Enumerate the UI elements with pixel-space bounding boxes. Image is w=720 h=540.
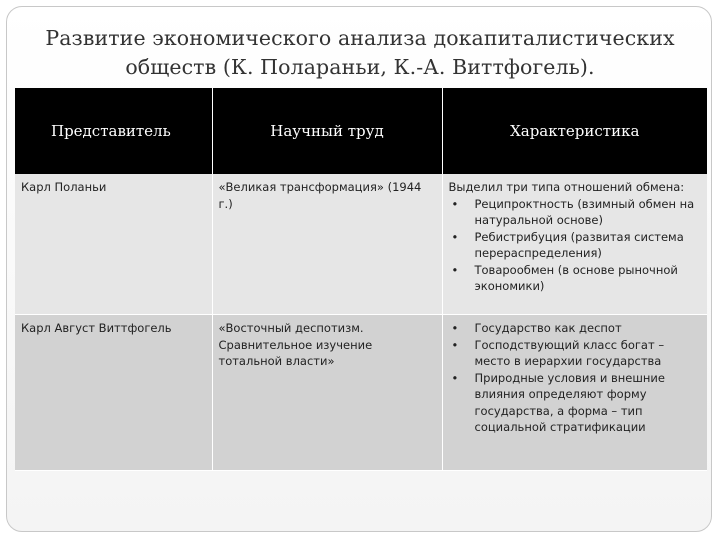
slide-title: [20, 24, 700, 82]
cell-person: Карл Август Виттфогель: [15, 315, 212, 471]
list-item: • Господствующий класс богат – место в иерархии государства: [449, 337, 704, 370]
title-line-2: обществ (К. Полараньи, К.-А. Виттфогель).: [125, 55, 595, 79]
cell-person: Карл Поланьи: [15, 174, 212, 315]
cell-characteristic: [442, 174, 707, 315]
characteristic-list: [449, 196, 704, 295]
characteristic-list: [449, 320, 704, 436]
cell-characteristic: [442, 315, 707, 471]
table-row: [15, 174, 707, 315]
table-row: [15, 315, 707, 471]
header-representative: Представитель: [15, 88, 212, 174]
cell-work: «Великая трансформация» (1944 г.): [212, 174, 442, 315]
comparison-table: [15, 88, 707, 471]
header-work: Научный труд: [212, 88, 442, 174]
table-header-row: [15, 88, 707, 174]
list-item: • Товарообмен (в основе рыночной экономики): [449, 262, 704, 295]
cell-work: «Восточный деспотизм. Сравнительное изучение тотальной власти»: [212, 315, 442, 471]
list-item: • Ребистрибуция (развитая система перераспределения): [449, 229, 704, 262]
characteristic-intro: Выделил три типа отношений обмена:: [448, 180, 685, 194]
header-characteristic: Характеристика: [442, 88, 707, 174]
list-item: • Государство как деспот: [449, 320, 704, 337]
list-item: • Реципроктность (взимный обмен на натуральной основе): [449, 196, 704, 229]
title-line-1: Развитие экономического анализа докапиталистических: [45, 26, 675, 50]
list-item: • Природные условия и внешние влияния определяют форму государства, а форма – тип социальной стратификации: [449, 370, 704, 436]
